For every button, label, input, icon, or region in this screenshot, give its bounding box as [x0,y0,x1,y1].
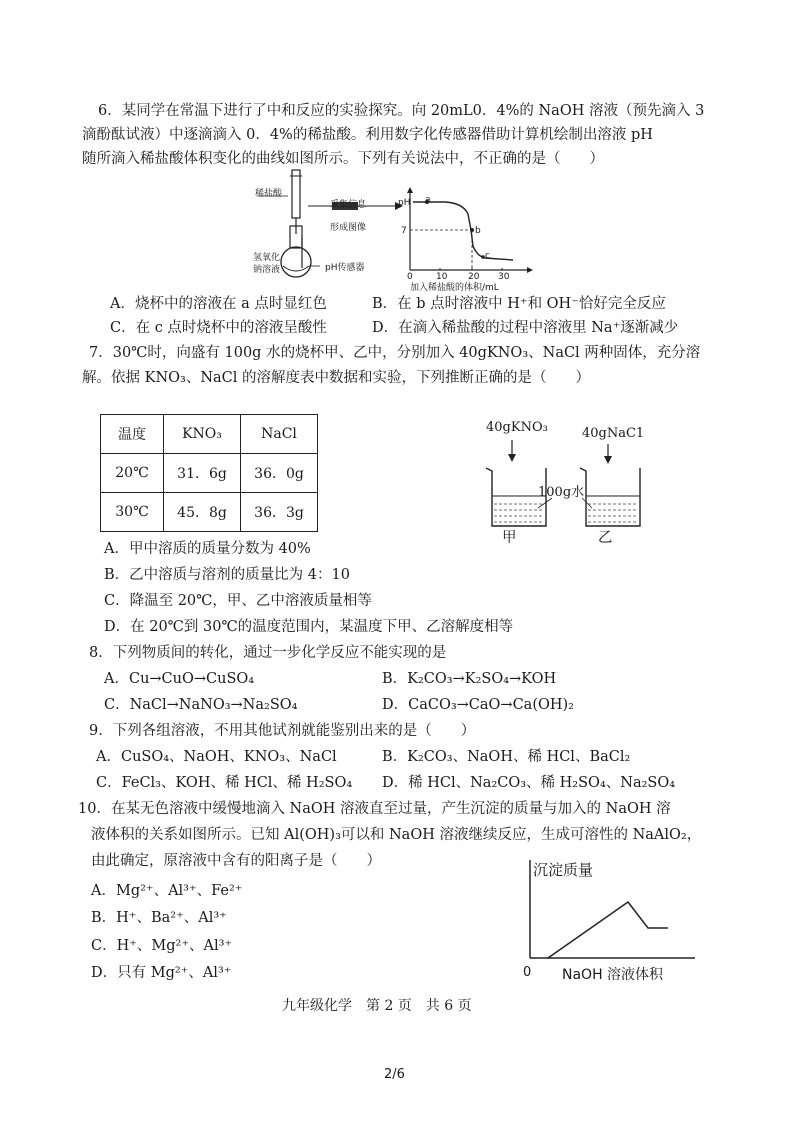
q6-stem-line1: 6．某同学在常温下进行了中和反应的实验探究。向 20mL0．4%的 NaOH 溶液（预先滴入 3 [98,103,705,119]
q9-option-c: C．FeCl₃、KOH、稀 HCl、稀 H₂SO₄ [96,775,353,791]
q9-option-b: B．K₂CO₃、NaOH、稀 HCl、BaCl₂ [382,749,631,765]
q6-y-axis-label: pH [398,198,411,208]
q10-option-d: D．只有 Mg²⁺、Al³⁺ [91,965,232,981]
q8-option-c: C．NaCl→NaNO₃→Na₂SO₄ [104,697,298,713]
q10-origin-label: 0 [523,965,532,980]
table-row [101,493,318,532]
q10-x-axis-label: NaOH 溶液体积 [562,967,664,983]
q7-stem-line2: 解。依据 KNO₃、NaCl 的溶解度表中数据和实验，下列推断正确的是（ ） [82,370,591,386]
q7-option-d: D．在 20℃到 30℃的温度范围内，某温度下甲、乙溶解度相等 [104,619,514,635]
table-header-cell: NaCl [241,415,318,454]
q7-option-c: C．降温至 20℃，甲、乙中溶液质量相等 [104,593,372,609]
q6-seven-label: 7 [401,226,407,236]
q7-option-b: B．乙中溶质与溶剂的质量比为 4：10 [104,567,350,583]
q6-point-c: c [485,251,490,261]
page-footer: 九年级化学 第 2 页 共 6 页 [282,998,472,1014]
q8-option-a: A．Cu→CuO→CuSO₄ [104,671,255,687]
q7-stem-line1: 7．30℃时，向盛有 100g 水的烧杯甲、乙中，分别加入 40gKNO₃、NaCl 两种固体，充分溶 [89,345,701,361]
q10-option-a: A．Mg²⁺、Al³⁺、Fe²⁺ [91,883,243,899]
q6-option-b: B．在 b 点时溶液中 H⁺和 OH⁻恰好完全反应 [372,296,666,312]
q6-hcl-label: 稀盐酸 [255,189,283,199]
q7-water-label: 100g水 [538,485,585,500]
q10-stem-line3: 由此确定，原溶液中含有的阳离子是（ ） [91,853,381,869]
q10-option-b: B．H⁺、Ba²⁺、Al³⁺ [91,910,227,926]
q6-collect-label: 采集信息 [330,200,367,210]
table-cell: 20℃ [101,454,164,493]
q9-option-d: D．稀 HCl、Na₂CO₃、稀 H₂SO₄、Na₂SO₄ [382,775,676,791]
q6-naoh-label-2: 钠溶液 [253,265,281,275]
q6-x-tick-10: 10 [436,272,448,282]
q6-stem-line2: 滴酚酞试液）中逐滴滴入 0．4%的稀盐酸。利用数字化传感器借助计算机绘制出溶液 pH [82,127,653,143]
q6-x-tick-0: 0 [407,272,413,282]
q6-point-a: a [425,195,431,205]
q7-beaker-yi-label: 乙 [598,530,613,546]
q7-nacl-label: 40gNaC1 [582,426,645,441]
q6-naoh-label-1: 氢氧化 [253,253,281,263]
q7-option-a: A．甲中溶质的质量分数为 40% [104,541,311,557]
q6-sensor-label: pH传感器 [325,263,365,273]
q10-option-c: C．H⁺、Mg²⁺、Al³⁺ [91,938,233,954]
q7-beaker-jia-label: 甲 [502,530,517,546]
q6-x-tick-30: 30 [498,272,510,282]
q10-stem-line2: 液体积的关系如图所示。已知 Al(OH)₃可以和 NaOH 溶液继续反应，生成可溶性的 NaAlO₂， [91,827,702,843]
q6-x-axis-label: 加入稀盐酸的体积/mL [410,283,499,293]
table-cell: 30℃ [101,493,164,532]
q6-option-d: D．在滴入稀盐酸的过程中溶液里 Na⁺逐渐减少 [372,320,679,336]
q6-x-tick-20: 20 [468,272,480,282]
table-header-cell: KNO₃ [164,415,241,454]
q8-option-b: B．K₂CO₃→K₂SO₄→KOH [382,671,557,687]
table-row [101,454,318,493]
q6-option-c: C．在 c 点时烧杯中的溶液呈酸性 [110,320,327,336]
table-cell: 36．0g [241,454,318,493]
page-number: 2/6 [384,1067,405,1082]
q6-option-a: A．烧杯中的溶液在 a 点时显红色 [110,296,327,312]
table-cell: 31．6g [164,454,241,493]
solubility-table [100,414,318,532]
q6-graph-label: 形成图像 [330,223,367,233]
table-header-row [101,415,318,454]
table-cell: 36．3g [241,493,318,532]
q9-stem: 9．下列各组溶液，不用其他试剂就能鉴别出来的是（ ） [89,723,476,739]
q8-stem: 8．下列物质间的转化，通过一步化学反应不能实现的是 [89,645,447,661]
table-header-cell: 温度 [101,415,164,454]
table-cell: 45．8g [164,493,241,532]
q10-y-axis-label: 沉淀质量 [533,861,594,879]
q6-stem-line3: 随所滴入稀盐酸体积变化的曲线如图所示。下列有关说法中，不正确的是（ ） [82,151,604,167]
q8-option-d: D．CaCO₃→CaO→Ca(OH)₂ [382,697,574,713]
q9-option-a: A．CuSO₄、NaOH、KNO₃、NaCl [96,749,337,765]
q7-kno3-label: 40gKNO₃ [486,420,548,435]
q6-point-b: b [475,226,481,236]
q10-stem-line1: 10．在某无色溶液中缓慢地滴入 NaOH 溶液直至过量，产生沉淀的质量与加入的 NaOH 溶 [78,801,671,817]
